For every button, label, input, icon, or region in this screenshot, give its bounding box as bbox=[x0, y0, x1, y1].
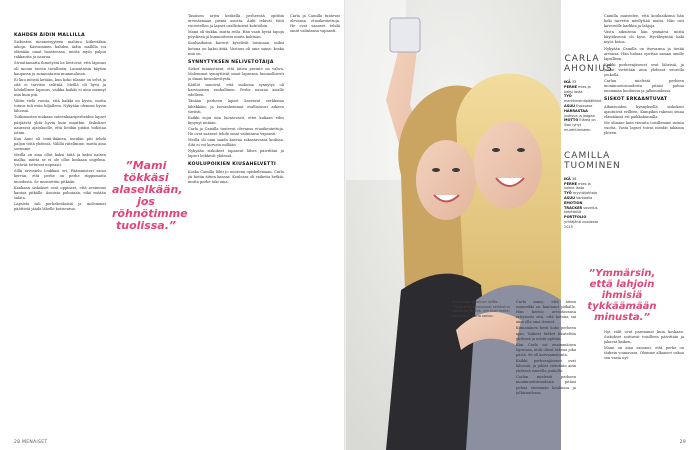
profile-sidebar bbox=[564, 54, 621, 230]
photo-caption: Siskoksilta yhteinen selfie. ”Tyttäremme kasvavat serkkuina toistensa lähellä, niin kuin mekin aikanaan”, Carla sanoo. bbox=[452, 300, 510, 318]
heading-koulupoikien: KOULUPOIKIEN KIUSAHELVETTI bbox=[188, 162, 277, 168]
facts-carla: IKÄ 33 PERHE mies ja kaksi lasta TYÖ markkinointipäällikkö ASUU Espoossa HARRASTAA juoksua ja joogaa MOTTO Elämä on liian lyhyt murehtimiseen. bbox=[564, 80, 602, 132]
left-column-3: Carla ja Camilla tuntevat olevansa etuoikeutettuja. He ovat saaneet tehdä omat valintansa vapaasti. bbox=[290, 14, 340, 34]
facts-camilla: IKÄ 36 PERHE mies ja kolme lasta TYÖ myyntijohtaja ASUU Vantaalla EMOTION TRACKER sovellus kehitteillä PORTFOLIO yrittäjänä vuodesta 2015 bbox=[564, 176, 599, 229]
folio-left: 28 MENAISET bbox=[14, 440, 48, 445]
left-column-1: KAHDEN ÄIDIN MALLILLA Siskosten menneisyyteen mahtuu kitkeriäkin aikoja. Kasvaminen kahden äidin mallilla toi elämään omat haasteensa, mutta myös paljon rakkautta ja naurua. Sivuuttamatta ihmetystä he kertovat, että lapsuus oli monin tavoin tavallinen. Lauantaisin käytiin kaupassa ja sunnuntaisin mummolassa. Ei kuu meistä ketään, kun koko tilanne on selvä ja sitä ei tarvitse selittää. Meillä oli hyvä ja lohdullinen lapsuus, vaikka kaikki ei aina mennyt niin kuin piti. Väitin vielä vuosia, että kaikki on hyvin, mutta totuus tuli esiin hiljalleen. Nykyään olemme hyvin läheisiä. Tutkimusten mukaan sateenkaariperheiden lapset pärjäävät yhtä hyvin kuin muutkin. Siskokset nauravat ajatukselle, että heidän pitäisi todistaa jotain. Kun Anni oli teini-ikäinen, meidän piti tehdä paljon töitä yhdessä. Välillä riitelimme, mutta aina sovimme. Meillä on aina ollut kaksi äitiä ja kaksi naisen mallia, mutta se ei ole ollut koskaan ongelma. Ystävät tottuivat nopeasti. Sillä arvostelu loukkasi eri, Pääministeri sanoi kerran, että perhe on perhe riippumatta muodosta. Se muistettiin pitkään. Kankaan siskokset ovat oppineet, että avoimuus kantaa pitkälle. Asioista puhutaan, eikä mitään salata. Lapsista tuli perhekeskeisiä ja molemmat päättivät jäädä lähelle kotiseutua. bbox=[14, 33, 106, 211]
name-camilla: CAMILLA TUOMINEN bbox=[564, 150, 621, 171]
heading-siskot-erkaantuvat: SISKOT ERKAANTUVAT bbox=[604, 97, 668, 103]
folio-right: 29 bbox=[679, 440, 686, 445]
name-carla: CARLA AHONIUS bbox=[564, 54, 613, 74]
pull-quote-right: ”Ymmärsin, että lahjoin ihmisiä tykkäämään minusta.” bbox=[587, 268, 657, 323]
heading-synnytyksen: SYNNYTYKSEN NELIVETOTAIJA bbox=[188, 59, 274, 65]
left-page bbox=[0, 0, 346, 450]
right-column-3: Nyt välit ovat paremmat kuin koskaan. Siskokset soittavat toisilleen päivittäin ja jakavat kaiken. Mami on aina sanonut, että perhe on tärkein voimavara. Olemme alkaneet uskoa sen vasta nyt. bbox=[604, 330, 684, 361]
pull-quote-left: ”Mami tökkäsi alaselkään, jos röhnötimme tuolissa.” bbox=[112, 159, 188, 232]
right-page bbox=[346, 0, 696, 450]
heading-kahden-aidin: KAHDEN ÄIDIN MALLILLA bbox=[14, 33, 85, 38]
left-column-2: Tasaisen arjen keskellä perheessä opittiin arvostamaan pieniä asioita. Äidit tekivät töitä vuorotellen ja lapset osallistuivat kotitöihin. Mami oli tiukka, mutta reilu. Hän vaati hyviä tapoja pöydässä ja kunnioitusta muita kohtaan. Kouluaikoina kaverit kyselivät toisinaan, miksi kotona on kaksi äitiä. Vastaus oli aina sama: koska niin on. SYNNYTYKSEN NELIVETOTAIJA Siskot tunnustavat, että äitien perintö on vahva. Molemmat synnyttivät omat lapsensa luonnollisesti ja ilman kivunlievitystä. Kätilöt sanoivat, että mokoma synnytys oli harvinaisen rauhallinen. Perhe nauraa asialle edelleen. Tänään perheen lapset kasvavat serkkuina lähekkäin, ja isovanhemmat osallistuvat arkeen tiiviisti. Kaikki sujui niin luontevasti, ettei kukaan edes kysynyt mitään. Carla ja Camilla tuntevat olevansa etuoikeutettuja. He ovat saaneet tehdä omat valintansa vapaasti. Meillä oli onni saada kasvaa rakastavassa kodissa. Sitä ei voi korvata millään. Nykyään siskokset tapaavat lähes päivittäin ja lapset leikkivät yhdessä. KOULUPOIKIEN KIUSAHELVETTI Koska Camilla lähti jo nuorena opiskelemaan, Carla jäi kotiin äitien kanssa. Koulussa oli vaikeita hetkiä, mutta perhe tuki aina. bbox=[188, 14, 284, 184]
right-column-2: Camilla muistelee, että kouluaikoina hän koki tarvetta miellyttää muita. Hän osti kavereille karkkia ja lahjoja. Vasta aikuisena hän ymmärsi, mistä käytöksessä oli kyse. Hyväksyntää haki myös kotoa. Nykyään Camilla on itsevarma ja tietää arvonsa. Hän haluaa opettaa saman omille lapsilleen. Kaikki perheenjäsenet ovat läheisiä, ja juhlat vietetään aina yhdessä suurella joukolla. Carlan mielestä perheen monimuotoisuudesta pitäisi puhua enemmän kouluissa ja julkisuudessa. SISKOT ERKAANTUVAT Aikuisuuden kynnyksellä siskokset ajautuivat erilleen. Kumpikin rakensi omaa elämäänsä eri paikkakunnilla. Me olimme kuin vieraita toisillemme monta vuotta. Vasta lapset toivat meidät takaisin yhteen. bbox=[604, 14, 684, 135]
right-column-1: Carla sanoo, että äitien esimerkki on kantanut pitkälle. Hän kertoo arvostavansa erityisesti sitä, että kotona sai aina olla oma itsensä. Kinnaminen kesti koko perheen ajan. Vaikeat hetket käsiteltiin yhdessä ja niistä opittiin. Kun Carla sai ensimmäisen lapsensa, äidit olivat tukena joka päivä. Se oli korvaamatonta. Kaikki perheenjäsenet ovat läheisiä, ja juhlat vietetään aina yhdessä suurella joukolla. Carlan mielestä perheen monimuotoisuudesta pitäisi puhua enemmän kouluissa ja julkisuudessa. bbox=[516, 300, 576, 395]
